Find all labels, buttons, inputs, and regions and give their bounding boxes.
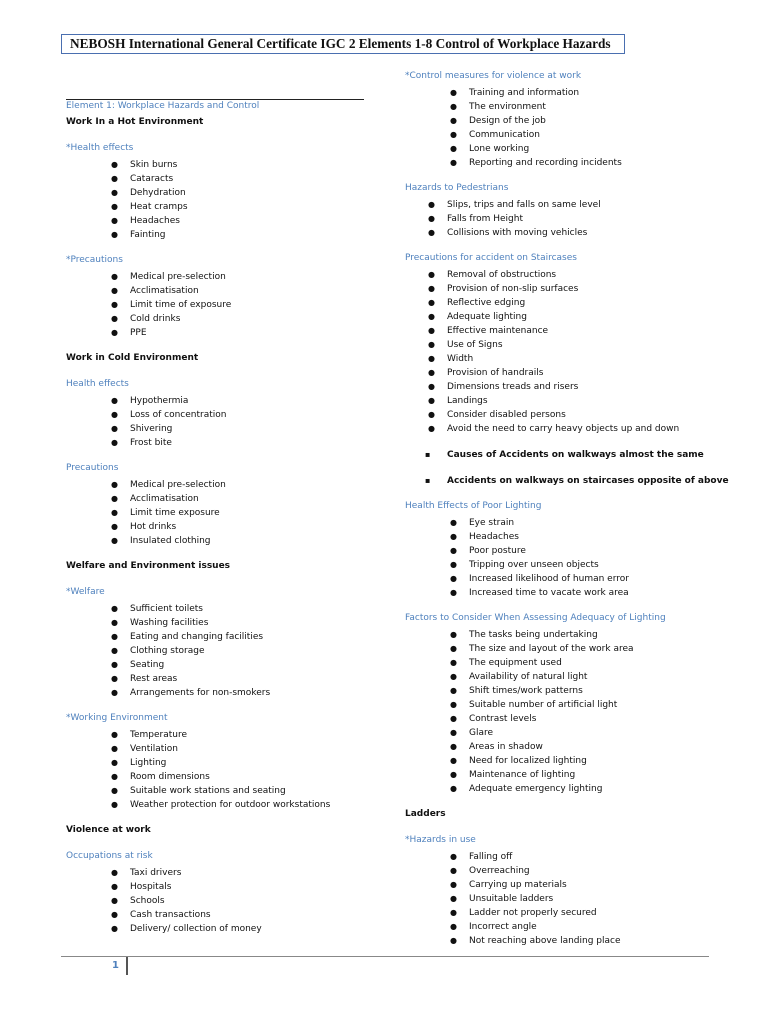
bullet-icon: ● [428,354,435,363]
bullet-icon: ● [111,618,118,627]
list-item [428,408,725,422]
list-item-text: Unsuitable ladders [469,894,554,904]
list-item-text: Reporting and recording incidents [469,158,622,168]
list-item [450,740,725,754]
bullet-icon: ● [111,424,118,433]
list-item [428,268,725,282]
bullet-icon: ● [450,784,457,793]
bullet-icon: ● [111,632,118,641]
key-point-text: Accidents on walkways on staircases opposite of above [447,476,729,486]
bullet-icon: ● [111,896,118,905]
section-heading-element-1-workplace-hazards-and-control: Element 1: Workplace Hazards and Control [66,101,260,111]
list-item-text: Room dimensions [130,772,210,782]
list-item [450,86,725,100]
list-item [450,656,725,670]
list-item-text: Acclimatisation [130,494,199,504]
list-item-text: Collisions with moving vehicles [447,228,588,238]
bullet-icon: ● [111,758,118,767]
bullet-icon: ● [428,424,435,433]
list-item [428,324,725,338]
bullet-icon: ● [450,686,457,695]
list-item-text: Contrast levels [469,714,537,724]
bullet-icon: ● [428,396,435,405]
bullet-icon: ● [450,102,457,111]
list-item [428,394,725,408]
list-item-text: Tripping over unseen objects [469,560,599,570]
bullet-icon: ● [111,730,118,739]
list-item-text: Increased likelihood of human error [469,574,629,584]
list-item [111,186,366,200]
bullet-icon: ● [111,924,118,933]
bullet-icon: ● [450,658,457,667]
page-number: 1 [112,960,119,971]
list-item [111,284,366,298]
bullet-icon: ● [450,518,457,527]
section-heading-health-effects: Health effects [66,379,129,389]
list-item [111,686,366,700]
list-item-text: Maintenance of lighting [469,770,576,780]
bullet-icon: ● [111,300,118,309]
list-item-text: Rest areas [130,674,178,684]
list-item-text: Clothing storage [130,646,205,656]
list-item [450,878,725,892]
list-item-text: Arrangements for non-smokers [130,688,271,698]
list-item [111,880,366,894]
bullet-icon: ● [428,200,435,209]
bullet-icon: ● [428,214,435,223]
list-item [450,698,725,712]
bullet-icon: ● [111,660,118,669]
bullet-icon: ● [450,588,457,597]
key-point [405,448,725,462]
list-item-text: Consider disabled persons [447,410,566,420]
list-item [450,544,725,558]
section-heading-hazards-in-use: *Hazards in use [405,835,476,845]
list-item-text: Hypothermia [130,396,189,406]
list-item-text: Frost bite [130,438,172,448]
list-item-text: Reflective edging [447,298,526,308]
left-column [66,100,366,948]
bullet-icon: ● [428,298,435,307]
bullet-icon: ● [450,922,457,931]
list-item-text: Seating [130,660,165,670]
section-heading-health-effects-of-poor-lighting: Health Effects of Poor Lighting [405,501,542,511]
list-item-text: Sufficient toilets [130,604,203,614]
key-point-text: Causes of Accidents on walkways almost the same [447,450,704,460]
page-number-bar [126,957,128,975]
list-item-text: Incorrect angle [469,922,537,932]
right-column [405,70,729,960]
list-item [450,726,725,740]
bullet-icon: ● [111,188,118,197]
bullet-icon: ● [450,532,457,541]
bullet-icon: ● [111,272,118,281]
bullet-icon: ● [450,894,457,903]
bullet-icon: ● [450,880,457,889]
list-item-text: Shift times/work patterns [469,686,583,696]
bullet-list [66,394,366,450]
list-item [111,478,366,492]
list-item [450,128,725,142]
list-item [111,798,366,812]
bullet-icon: ● [428,270,435,279]
bullet-icon: ● [111,410,118,419]
bullet-icon: ● [111,910,118,919]
list-item-text: Falls from Height [447,214,523,224]
list-item [428,212,725,226]
list-item [111,408,366,422]
bullet-icon: ● [450,700,457,709]
list-item-text: Lighting [130,758,167,768]
list-item [450,156,725,170]
bullet-icon: ● [450,88,457,97]
list-item-text: Limit time of exposure [130,300,232,310]
list-item [111,672,366,686]
bullet-list [405,86,725,170]
bullet-icon: ● [111,160,118,169]
bullet-icon: ● [111,286,118,295]
bullet-icon: ● [428,312,435,321]
list-item [450,114,725,128]
bullet-icon: ● [111,314,118,323]
list-item-text: The tasks being undertaking [469,630,598,640]
list-item-text: Falling off [469,852,513,862]
bullet-icon: ● [111,786,118,795]
list-item-text: Ventilation [130,744,178,754]
list-item-text: Cataracts [130,174,174,184]
list-item [450,100,725,114]
bullet-icon: ● [111,438,118,447]
list-item [428,296,725,310]
list-item [450,754,725,768]
list-item [450,850,725,864]
list-item-text: Schools [130,896,165,906]
bullet-icon: ● [428,368,435,377]
square-bullet-icon: ▪ [425,476,431,485]
bullet-list [66,270,366,340]
bullet-icon: ● [111,674,118,683]
list-item [111,270,366,284]
list-item [450,530,725,544]
list-item-text: Removal of obstructions [447,270,557,280]
list-item [111,784,366,798]
bullet-icon: ● [450,714,457,723]
list-item [111,492,366,506]
list-item-text: Design of the job [469,116,546,126]
list-item-text: Heat cramps [130,202,188,212]
list-item [111,742,366,756]
bullet-icon: ● [428,410,435,419]
section-heading-working-environment: *Working Environment [66,713,168,723]
bullet-icon: ● [111,522,118,531]
list-item [428,352,725,366]
list-item [111,534,366,548]
list-item [111,756,366,770]
list-item-text: Need for localized lighting [469,756,587,766]
bullet-icon: ● [428,228,435,237]
list-item-text: Glare [469,728,494,738]
bullet-icon: ● [428,326,435,335]
section-heading-hazards-to-pedestrians: Hazards to Pedestrians [405,183,509,193]
section-heading-welfare: *Welfare [66,587,105,597]
list-item-text: Medical pre-selection [130,272,226,282]
section-subhead-welfare-and-environment-issues: Welfare and Environment issues [66,561,231,571]
bullet-icon: ● [450,630,457,639]
list-item [111,436,366,450]
bullet-list [66,158,366,242]
bullet-icon: ● [450,742,457,751]
bullet-icon: ● [111,216,118,225]
bullet-icon: ● [111,508,118,517]
list-item-text: Ladder not properly secured [469,908,597,918]
bullet-icon: ● [111,480,118,489]
list-item-text: Hospitals [130,882,172,892]
bullet-icon: ● [450,644,457,653]
list-item-text: The equipment used [469,658,562,668]
key-point [405,474,729,488]
list-item-text: Eating and changing facilities [130,632,264,642]
list-item-text: Slips, trips and falls on same level [447,200,601,210]
list-item [111,616,366,630]
list-item-text: Headaches [469,532,519,542]
bullet-icon: ● [111,688,118,697]
list-item [450,572,725,586]
list-item-text: PPE [130,328,147,338]
list-item-text: Width [447,354,474,364]
list-item-text: Fainting [130,230,166,240]
list-item [111,298,366,312]
bullet-icon: ● [428,340,435,349]
bullet-icon: ● [111,328,118,337]
list-item-text: Effective maintenance [447,326,549,336]
bullet-icon: ● [450,546,457,555]
list-item [450,934,725,948]
list-item [111,602,366,616]
section-heading-factors-to-consider-when-assessing-adequacy-of-lighting: Factors to Consider When Assessing Adequacy of Lighting [405,613,666,623]
bullet-icon: ● [111,230,118,239]
list-item-text: Cold drinks [130,314,181,324]
list-item-text: Temperature [130,730,188,740]
bullet-icon: ● [450,116,457,125]
footer-rule [61,956,709,957]
list-item [450,712,725,726]
bullet-icon: ● [450,936,457,945]
list-item-text: Dimensions treads and risers [447,382,579,392]
bullet-icon: ● [111,744,118,753]
square-bullet-icon: ▪ [425,450,431,459]
list-item-text: Cash transactions [130,910,211,920]
section-subhead-work-in-a-hot-environment: Work In a Hot Environment [66,117,204,127]
bullet-icon: ● [111,202,118,211]
list-item [111,644,366,658]
bullet-list [405,516,725,600]
list-item-text: Delivery/ collection of money [130,924,262,934]
bullet-list [405,268,725,436]
bullet-icon: ● [450,866,457,875]
list-item [450,684,725,698]
list-item [111,922,366,936]
list-item [450,642,725,656]
list-item [450,782,725,796]
list-item [111,728,366,742]
bullet-icon: ● [428,382,435,391]
list-item [450,670,725,684]
list-item-text: Limit time exposure [130,508,220,518]
list-item [450,920,725,934]
list-item [111,158,366,172]
list-item-text: The size and layout of the work area [469,644,634,654]
list-item-text: Suitable work stations and seating [130,786,286,796]
list-item-text: Provision of handrails [447,368,544,378]
list-item [111,312,366,326]
list-item-text: Shivering [130,424,173,434]
list-item-text: Headaches [130,216,180,226]
list-item-text: Avoid the need to carry heavy objects up and down [447,424,680,434]
list-item [450,864,725,878]
list-item [450,892,725,906]
list-item-text: Loss of concentration [130,410,227,420]
section-subhead-violence-at-work: Violence at work [66,825,151,835]
list-item [428,422,725,436]
list-item-text: Areas in shadow [469,742,543,752]
list-item-text: Provision of non-slip surfaces [447,284,579,294]
list-item-text: Not reaching above landing place [469,936,621,946]
section-heading-precautions: Precautions [66,463,119,473]
list-item [428,226,725,240]
list-item-text: Adequate lighting [447,312,527,322]
list-item-text: Poor posture [469,546,526,556]
list-item [111,394,366,408]
bullet-icon: ● [450,852,457,861]
list-item [428,366,725,380]
bullet-icon: ● [111,396,118,405]
list-item [111,658,366,672]
section-heading-occupations-at-risk: Occupations at risk [66,851,153,861]
bullet-list [405,628,725,796]
list-item-text: Eye strain [469,518,515,528]
list-item-text: Washing facilities [130,618,209,628]
section-subhead-work-in-cold-environment: Work in Cold Environment [66,353,199,363]
list-item-text: Availability of natural light [469,672,588,682]
list-item [111,422,366,436]
list-item-text: Medical pre-selection [130,480,226,490]
document-title: NEBOSH International General Certificate IGC 2 Elements 1-8 Control of Workplace Hazards [61,34,625,54]
list-item-text: Use of Signs [447,340,503,350]
list-item-text: Insulated clothing [130,536,211,546]
bullet-icon: ● [450,158,457,167]
list-item-text: Landings [447,396,488,406]
list-item [450,586,725,600]
list-item-text: Communication [469,130,540,140]
list-item-text: Increased time to vacate work area [469,588,629,598]
section-heading-control-measures-for-violence-at-work: *Control measures for violence at work [405,71,582,81]
list-item-text: Training and information [469,88,580,98]
bullet-icon: ● [450,770,457,779]
bullet-list [66,602,366,700]
list-item [450,906,725,920]
list-item-text: Acclimatisation [130,286,199,296]
bullet-icon: ● [450,130,457,139]
bullet-icon: ● [111,772,118,781]
bullet-icon: ● [428,284,435,293]
list-item [428,338,725,352]
bullet-icon: ● [450,728,457,737]
bullet-list [66,478,366,548]
list-item [111,172,366,186]
bullet-list [405,198,725,240]
list-item [111,200,366,214]
list-item [111,866,366,880]
bullet-icon: ● [111,646,118,655]
bullet-icon: ● [111,800,118,809]
bullet-icon: ● [450,756,457,765]
list-item [450,516,725,530]
list-item [111,630,366,644]
list-item-text: Weather protection for outdoor workstations [130,800,331,810]
list-item [450,558,725,572]
section-heading-precautions-for-accident-on-staircases: Precautions for accident on Staircases [405,253,577,263]
list-item [111,506,366,520]
section-heading-health-effects: *Health effects [66,143,134,153]
list-item-text: Overreaching [469,866,530,876]
list-item [111,228,366,242]
list-item [450,628,725,642]
list-item [111,770,366,784]
list-item-text: Dehydration [130,188,186,198]
bullet-icon: ● [450,908,457,917]
list-item [111,214,366,228]
bullet-icon: ● [450,144,457,153]
section-heading-precautions: *Precautions [66,255,123,265]
list-item-text: The environment [469,102,546,112]
bullet-icon: ● [111,868,118,877]
list-item-text: Lone working [469,144,530,154]
bullet-list [66,728,366,812]
list-item [111,908,366,922]
list-item [428,282,725,296]
list-item [428,310,725,324]
list-item-text: Suitable number of artificial light [469,700,618,710]
bullet-list [66,866,366,936]
list-item-text: Adequate emergency lighting [469,784,603,794]
list-item-text: Taxi drivers [130,868,182,878]
bullet-icon: ● [450,672,457,681]
bullet-icon: ● [111,536,118,545]
bullet-icon: ● [111,882,118,891]
bullet-list [405,850,725,948]
bullet-icon: ● [111,174,118,183]
list-item [428,380,725,394]
list-item-text: Hot drinks [130,522,177,532]
list-item-text: Skin burns [130,160,178,170]
list-item [450,142,725,156]
bullet-icon: ● [111,604,118,613]
bullet-icon: ● [450,560,457,569]
list-item [111,326,366,340]
list-item [111,894,366,908]
list-item [111,520,366,534]
bullet-icon: ● [111,494,118,503]
list-item [428,198,725,212]
bullet-icon: ● [450,574,457,583]
section-subhead-ladders: Ladders [405,809,446,819]
list-item-text: Carrying up materials [469,880,567,890]
list-item [450,768,725,782]
